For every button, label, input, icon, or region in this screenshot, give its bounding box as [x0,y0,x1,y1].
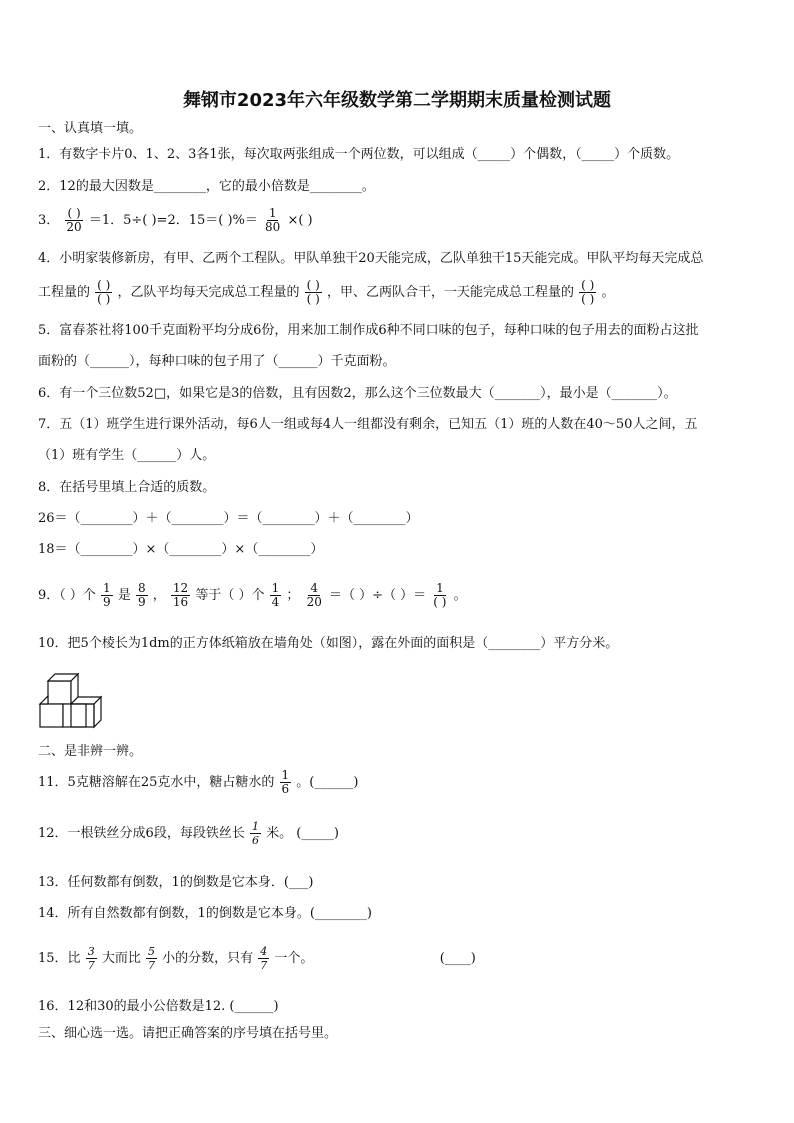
q12-fraction: $\frac{1}{6}$ [251,820,259,847]
question-12: 12．一根铁丝分成6段，每段铁丝长 $\frac{1}{6}$ 米。 (_____) [38,820,339,847]
q15-fraction-2: $\frac{5}{7}$ [147,945,155,972]
question-8-line-3: 18＝（________）×（________）×（________） [38,542,324,557]
question-5-line-1: 5．富春茶社将100千克面粉平均分成6份，用来加工制作成6种不同口味的包子，每种口味的包子用去的面粉占这批 [38,323,699,338]
question-2: 2．12的最大因数是________，它的最小倍数是________。 [38,179,375,194]
question-9: 9．（ ）个 $\frac{1}{9}$ 是 $\frac{8}{9}$ ， $\frac{12}{16}$ 等于（ ）个 $\frac{1}{4}$ ； $\frac{4}{20}$ ＝（ ）÷（ ）＝ $\frac{1}{( )}$ 。 [38,581,467,609]
q9-fraction-6: $\frac{1}{( )}$ [433,581,447,609]
question-5-line-2: 面粉的（______），每种口味的包子用了（______）千克面粉。 [38,354,396,369]
section-1-heading: 一、认真填一填。 [38,121,143,136]
section-3-heading: 三、细心选一选。请把正确答案的序号填在括号里。 [38,1026,338,1041]
q9-fraction-1: $\frac{1}{9}$ [103,581,111,609]
question-7-line-1: 7．五（1）班学生进行课外活动，每6人一组或每4人一组都没有剩余，已知五（1）班的人数在40～50人之间，五 [38,417,698,432]
question-4-line-1: 4．小明家装修新房，有甲、乙两个工程队。甲队单独干20天能完成，乙队单独干15天能完成。甲队平均每天完成总 [38,251,704,266]
cubes-figure [38,668,104,734]
q15-fraction-1: $\frac{3}{7}$ [87,945,95,972]
question-1: 1．有数字卡片0、1、2、3各1张，每次取两张组成一个两位数，可以组成（_____）个偶数，（_____）个质数。 [38,147,680,162]
question-16: 16．12和30的最小公倍数是12. (______) [38,999,279,1014]
q11-fraction: $\frac{1}{6}$ [281,768,290,796]
q3-lead: 3． [38,213,60,228]
q4-fraction-2: $\frac{( )}{( )}$ [306,278,320,306]
section-2-heading: 二、是非辨一辨。 [38,744,143,759]
q4-fraction-3: $\frac{( )}{( )}$ [581,278,595,306]
question-3: 3． $\frac{( )}{20}$ ＝1．5÷( )=2．15＝( )%＝ $\frac{1}{80}$ ×( ) [38,206,313,234]
q4-fraction-1: $\frac{( )}{( )}$ [97,278,111,306]
question-8-line-1: 8．在括号里填上合适的质数。 [38,480,216,495]
q15-fraction-3: $\frac{4}{7}$ [260,945,268,972]
question-11: 11．5克糖溶解在25克水中，糖占糖水的 $\frac{1}{6}$ 。(______) [38,768,359,796]
question-7-line-2: （1）班有学生（______）人。 [38,448,216,463]
q3-fraction-1: $\frac{( )}{20}$ [66,206,82,234]
q9-fraction-5: $\frac{4}{20}$ [306,581,322,609]
page-title: 舞钢市2023年六年级数学第二学期期末质量检测试题 [182,90,612,111]
q3-fraction-2: $\frac{1}{80}$ [265,206,281,234]
question-15: 15．比 $\frac{3}{7}$ 大而比 $\frac{5}{7}$ 小的分数，只有 $\frac{4}{7}$ 一个。 (____) [38,945,476,972]
q9-fraction-3: $\frac{12}{16}$ [172,581,189,609]
q9-fraction-2: $\frac{8}{9}$ [137,581,146,609]
question-14: 14．所有自然数都有倒数，1的倒数是它本身。(________) [38,906,372,921]
question-6: 6．有一个三位数52□，如果它是3的倍数，且有因数2，那么这个三位数最大（_______），最小是（_______）。 [38,386,677,401]
question-13: 13．任何数都有倒数，1的倒数是它本身．(___) [38,875,314,890]
question-4-line-2: 工程量的 $\frac{( )}{( )}$ ，乙队平均每天完成总工程量的 $\frac{( )}{( )}$ ，甲、乙两队合干，一天能完成总工程量的 $\frac{( )}{( )}$ 。 [38,278,615,306]
question-8-line-2: 26＝（________）＋（________）＝（________）＋（________） [38,511,419,526]
question-10: 10．把5个棱长为1dm的正方体纸箱放在墙角处（如图），露在外面的面积是（________）平方分米。 [38,636,619,651]
q9-fraction-4: $\frac{1}{4}$ [271,581,280,609]
